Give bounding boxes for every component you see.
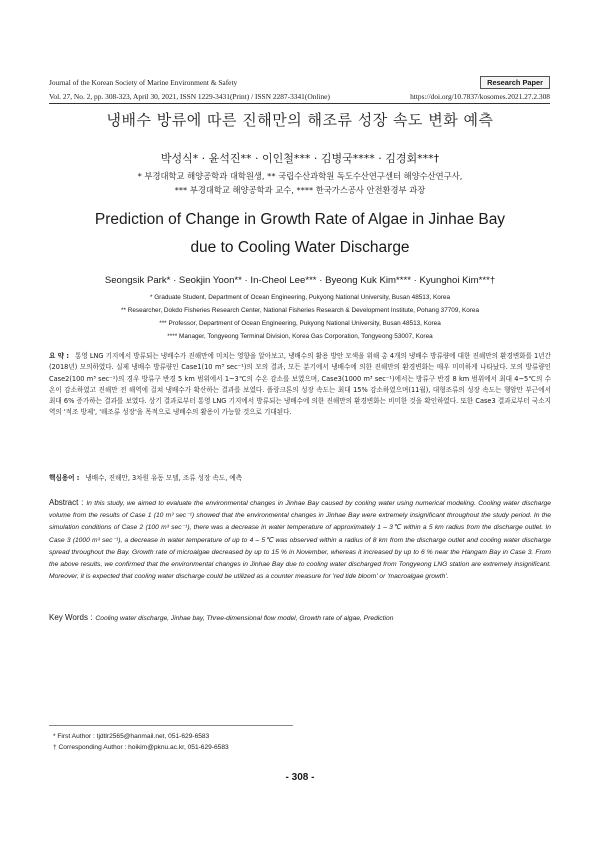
footnote-divider (49, 725, 293, 726)
english-title-line-1: Prediction of Change in Growth Rate of Algae in Jinhae Bay (94, 211, 506, 228)
korean-affiliation-2: *** 부경대학교 해양공학과 교수, **** 한국가스공사 안전환경부 과장 (174, 185, 426, 195)
korean-keywords-label: 핵심용어 : (49, 474, 80, 482)
korean-keywords-text: 냉배수, 진해만, 3차원 유동 모델, 조류 성장 속도, 예측 (85, 474, 243, 482)
header-divider (49, 103, 550, 104)
english-abstract-label: Abstract : (49, 498, 84, 507)
english-affiliation-4: **** Manager, Tongyeong Terminal Division, Korea Gas Corporation, Tongyeong 53007, Korea (167, 333, 433, 340)
volume-line (49, 92, 550, 101)
english-affiliation-1: * Graduate Student, Department of Ocean Engineering, Pukyong National University, Busan 48513, Korea (149, 294, 451, 301)
korean-abstract-text: 통영 LNG 기지에서 방류되는 냉배수가 진해만에 미치는 영향을 알아보고, 냉배수의 활용 방안 모색을 위해 총 4개의 냉배수 방류량에 대한 진해만의 환경변화를 1년간(2018년) 모의하였다. 실제 냉배수 방류량인 Case1(10 m³ sec⁻¹)의 모의 결과, 모든 분기에서 냉배수에 의한 진해만의 환경변화는 매우 미미하게 나타났다. 모의 방류량인 Case2(100 m³ sec⁻¹)의 경우 방류구 반경 5 km 범위에서 1~3℃의 수온 감소를 보였으며, Case3(1000 m³ sec⁻¹)에서는 방류구 반경 8 km 범위에서 최대 4~5℃의 수온이 감소하였고 진해만 전 해역에 걸쳐 냉배수가 확산하는 결과를 보였다. 플랑크톤의 성장 속도는 최대 15% 감소하였으며(11월), 대형조류의 성장 속도는 행암만 부근에서 최대 6% 증가하는 결과를 보였다. 상기 결과로부터 통영 LNG 기지에서 방류되는 냉배수에 의한 진해만의 환경변화는 비미한 것을 확인하였다. 또한 Case3 결과로부터 국소지역의 '적조 방제', '해조류 성장'을 목적으로 냉배수의 활용이 가능할 것으로 기대된다. (49, 352, 551, 417)
korean-title: 냉배수 방류에 따른 진해만의 해조류 성장 속도 변화 예측 (106, 111, 494, 129)
korean-authors: 박성식* · 윤석진** · 이인철*** · 김병국**** · 김경회***† (160, 152, 440, 165)
korean-affiliation-1: * 부경대학교 해양공학과 대학원생, ** 국립수산과학원 독도수산연구센터 해양수산연구사, (137, 171, 463, 181)
volume-info: Vol. 27, No. 2, pp. 308-323, April 30, 2021, ISSN 1229-3431(Print) / ISSN 2287-3341(Online) (49, 92, 330, 101)
doi-link[interactable]: https://doi.org/10.7837/kosomes.2021.27.2.308 (410, 92, 550, 101)
english-keywords-label: Key Words : (49, 613, 93, 622)
page-number: - 308 - (285, 772, 315, 783)
korean-keywords (49, 472, 551, 482)
korean-abstract (49, 351, 551, 419)
english-keywords-text: Cooling water discharge, Jinhae bay, Three-dimensional flow model, Growth rate of algae, Prediction (95, 615, 394, 622)
first-author-footnote: * First Author : tjdtlr2565@hanmail.net, 051-629-6583 (53, 733, 210, 740)
english-affiliation-3: *** Professor, Department of Ocean Engineering, Pukyong National University, Busan 48513, Korea (159, 320, 441, 327)
journal-name: Journal of the Korean Society of Marine Environment & Safety (49, 78, 238, 87)
english-affiliation-2: ** Researcher, Dokdo Fisheries Research Center, National Fisheries Research & Development Institute, Pohang 37709, Korea (120, 307, 480, 314)
corresponding-author-footnote: † Corresponding Author : hoikim@pknu.ac.kr, 051-629-6583 (53, 744, 229, 751)
english-keywords (49, 613, 551, 622)
english-abstract (49, 497, 551, 583)
english-title (0, 206, 600, 262)
english-abstract-text: In this study, we aimed to evaluate the environmental changes in Jinhae Bay caused by cooling water using numerical modeling. Cooling water discharge volume from the results of Case 1 (10 m³ sec⁻¹) showed that the environmental changes in Jinhae Bay were extremely insignificant throughout the study period. In the simulation conditions of Case 2 (100 m³ sec⁻¹), there was a decrease in water temperature of approximately 1 – 3℃ within a 5 km radius from the discharge outlet. In Case 3 (1000 m³ sec⁻¹), a decrease in water temperature of up to 4 – 5℃ was observed within a radius of 8 km from the discharge outlet and cooling water discharge spread throughout the Bay. Growth rate of microalgae decreased by up to 15 % in November, whereas it increased by up to 6 % near the Hangam Bay in Case 3. From the above results, we confirmed that the environmental changes in Jinhae Bay due to cooling water discharged from Tongyeong LNG station are extremely insignificant. Moreover, it is expected that cooling water discharge could be utilized as a counter measure for 'red tide bloom' or 'macroalgae growth'. (49, 500, 551, 581)
english-authors: Seongsik Park* · Seokjin Yoon** · In-Cheol Lee*** · Byeong Kuk Kim**** · Kyunghoi Kim***† (104, 275, 496, 286)
research-paper-badge: Research Paper (480, 76, 550, 89)
english-title-line-2: due to Cooling Water Discharge (190, 239, 410, 256)
korean-abstract-label: 요 약 : (49, 352, 69, 360)
